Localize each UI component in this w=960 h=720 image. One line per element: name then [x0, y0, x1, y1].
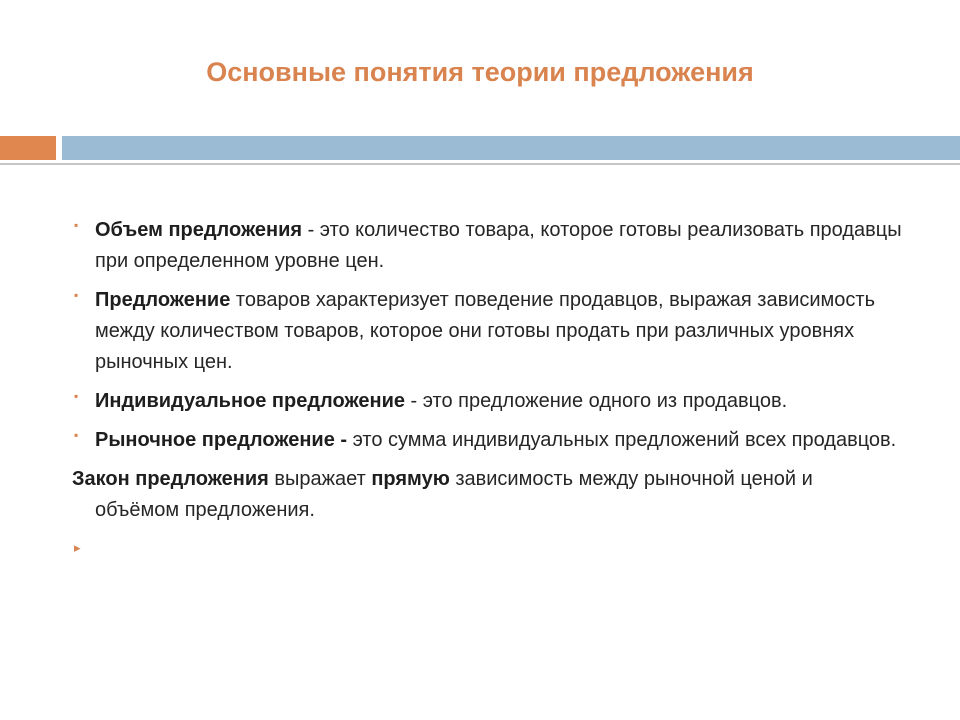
bullet-item [72, 215, 902, 277]
law-of-supply [72, 464, 902, 526]
header-divider-line [0, 163, 960, 165]
law-term: Закон предложения [72, 468, 269, 490]
slide-content [72, 215, 902, 566]
bullet-term: Индивидуальное предложение [95, 390, 405, 412]
bullet-text: товаров характеризует поведение продавцов, выражая зависимость между количеством товаров, которое они готовы продать при различных уровнях рыночных цен. [95, 289, 876, 373]
bullet-item [72, 285, 902, 378]
triangle-arrow-bullet-icon: ▸ [74, 540, 81, 555]
small-square-bullet-icon: ▪ [74, 218, 79, 232]
small-square-bullet-icon: ▪ [74, 389, 79, 403]
slide-title: Основные понятия теории предложения [206, 57, 754, 87]
bullet-term: Предложение [95, 289, 231, 311]
bullet-term: Объем предложения [95, 219, 303, 241]
small-square-bullet-icon: ▪ [74, 288, 79, 302]
small-square-bullet-icon: ▪ [74, 428, 79, 442]
law-middle: выражает [268, 468, 372, 490]
bullet-text: это сумма индивидуальных предложений всех продавцов. [347, 429, 897, 451]
law-rest: зависимость между рыночной ценой и объёмом предложения. [95, 468, 813, 521]
bullet-item [72, 425, 902, 456]
law-emphasis: прямую [371, 468, 450, 490]
header-band-blue [62, 136, 960, 160]
bullet-item [72, 386, 902, 417]
header-band-orange [0, 136, 56, 160]
bullet-text: - это предложение одного из продавцов. [404, 390, 788, 412]
empty-arrow-bullet [72, 535, 902, 566]
bullet-text: - это количество товара, которое готовы реализовать продавцы при определенном уровне цен. [95, 219, 902, 272]
bullet-term: Рыночное предложение - [95, 429, 348, 451]
